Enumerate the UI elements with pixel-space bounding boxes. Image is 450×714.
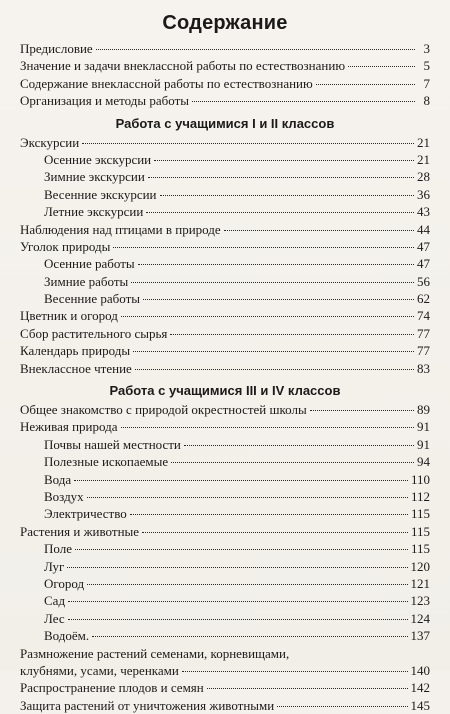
toc-entry-page: 121 [410,575,430,591]
dot-leader [131,282,414,283]
toc-entry-title: Зимние экскурсии [44,169,145,185]
toc-section-2-group [20,401,430,644]
toc-entry [20,40,430,57]
toc-entry-title: Содержание внеклассной работы по естествознанию [20,75,313,91]
toc-entry-page: 77 [417,343,430,359]
dot-leader [74,480,408,481]
dot-leader [133,351,414,352]
toc-entry-title: Огород [44,575,85,591]
toc-entry-title: Общее знакомство с природой окрестностей школы [20,402,307,418]
toc-entry-title: Размножение растений семенами, корневищами, [20,645,290,661]
dot-leader [130,514,408,515]
toc-entry [20,238,430,255]
dot-leader [67,567,407,568]
toc-entry-title: Зимние работы [44,273,129,289]
toc-entry-title: Предисловие [20,41,93,56]
toc-entry-title: Осенние работы [44,256,135,272]
dot-leader [182,671,408,672]
toc-entry-page: 47 [417,238,430,254]
toc-entry [20,575,430,592]
dot-leader [316,84,415,85]
toc-entry [20,436,430,453]
toc-entry-title: Весенние экскурсии [44,186,157,202]
page-title: Содержание [162,12,288,34]
dot-leader [154,160,414,161]
toc-entry-page: 3 [423,41,430,56]
dot-leader [192,101,415,102]
toc-entry-title: клубнями, усами, черенками [20,662,179,678]
table-of-contents [20,40,430,714]
toc-entry [20,505,430,522]
dot-leader [142,532,408,533]
toc-entry [20,360,430,377]
toc-entry [20,453,430,470]
dot-leader [207,688,408,689]
dot-leader [121,316,414,317]
dot-leader [135,369,414,370]
toc-entry [20,558,430,575]
toc-entry-title: Уголок природы [20,238,111,254]
toc-entry [20,401,430,418]
toc-entry-page: 145 [410,697,430,713]
toc-entry-page: 89 [417,402,430,418]
toc-entry [20,342,430,359]
toc-entry-title: Весенние работы [44,291,140,307]
toc-entry-page: 74 [417,308,430,324]
toc-entry-title: Вода [44,471,72,487]
toc-entry-title: Полезные ископаемые [44,454,169,470]
dot-leader [170,334,414,335]
dot-leader [75,549,408,550]
dot-leader [171,462,414,463]
toc-entry [20,627,430,644]
dot-leader [121,427,415,428]
toc-entry-title: Внеклассное чтение [20,360,132,376]
toc-entry-title: Защита растений от уничтожения животными [20,697,275,713]
dot-leader [146,212,414,213]
toc-entry [20,255,430,272]
toc-entry-title: Воздух [44,488,84,504]
toc-entry [20,523,430,540]
toc-entry-page: 124 [410,610,430,626]
toc-entry-page: 115 [410,523,430,539]
toc-entry [20,186,430,203]
toc-entry-page: 83 [417,360,430,376]
dot-leader [138,264,414,265]
toc-entry-page: 142 [410,680,430,696]
dot-leader [277,706,407,707]
toc-entry-page: 47 [417,256,430,272]
dot-leader [224,230,414,231]
toc-entry-title: Распространение плодов и семян [20,680,204,696]
toc-entry [20,471,430,488]
toc-entry [20,57,430,74]
toc-entry-title: Водоём. [44,628,90,644]
toc-entry [20,488,430,505]
toc-entry-title: Поле [44,541,72,557]
toc-entry [20,290,430,307]
toc-entry-page: 5 [423,58,430,74]
toc-entry [20,307,430,324]
toc-entry [20,92,430,109]
toc-intro-group [20,40,430,110]
toc-entry-page: 123 [410,593,430,609]
dot-leader [92,636,407,637]
toc-entry-title: Растения и животные [20,523,140,539]
toc-entry [20,75,430,92]
toc-entry-title: Сад [44,593,66,609]
toc-entry-page: 77 [417,325,430,341]
toc-entry-title: Календарь природы [20,343,131,359]
toc-entry-page: 91 [417,436,430,452]
toc-entry-page: 137 [410,628,430,644]
toc-entry-title: Лес [44,610,65,626]
toc-entry [20,134,430,151]
toc-entry [20,168,430,185]
toc-entry [20,151,430,168]
dot-leader [143,299,414,300]
toc-entry-title: Осенние экскурсии [44,151,152,167]
toc-entry-multiline-line1 [20,645,430,662]
toc-entry-title: Значение и задачи внеклассной работы по естествознанию [20,58,346,74]
toc-entry-page: 28 [417,169,430,185]
toc-section-1-group [20,134,430,377]
toc-entry-page: 43 [417,204,430,220]
toc-entry-page: 21 [417,151,430,167]
dot-leader [310,410,414,411]
dot-leader [68,619,408,620]
toc-entry-title: Неживая природа [20,419,118,435]
toc-entry-title: Луг [44,558,65,574]
toc-entry-page: 7 [423,75,430,91]
toc-entry-page: 110 [410,471,430,487]
dot-leader [348,66,415,67]
toc-entry-page: 115 [410,541,430,557]
dot-leader [184,445,414,446]
toc-entry [20,273,430,290]
section-heading-1: Работа с учащимися I и II классов [115,115,335,131]
dot-leader [113,247,414,248]
toc-entry-page: 115 [410,506,430,522]
toc-entry-title: Экскурсии [20,134,80,150]
dot-leader [87,497,408,498]
toc-section-2-tail-group [20,679,430,714]
toc-entry-title: Электричество [44,506,127,522]
toc-entry-title: Сбор растительного сырья [20,325,168,341]
toc-entry-title: Организация и методы работы [20,93,190,109]
dot-leader [96,49,415,50]
toc-entry-page: 112 [410,488,430,504]
toc-entry-title: Почвы нашей местности [44,436,181,452]
toc-entry [20,221,430,238]
section-heading-2: Работа с учащимися III и IV классов [109,383,341,399]
toc-entry [20,418,430,435]
dot-leader [82,143,414,144]
toc-entry [20,679,430,696]
dot-leader [148,177,414,178]
toc-entry-page: 21 [417,134,430,150]
toc-entry-page: 62 [417,291,430,307]
toc-entry-page: 140 [410,662,430,678]
toc-entry-page: 56 [417,273,430,289]
dot-leader [160,195,414,196]
toc-entry [20,592,430,609]
toc-entry-page: 36 [417,186,430,202]
toc-entry-title: Наблюдения над птицами в природе [20,221,221,237]
toc-entry [20,540,430,557]
toc-entry-page: 120 [410,558,430,574]
dot-leader [87,584,407,585]
toc-entry-title: Летние экскурсии [44,204,144,220]
toc-entry-title: Цветник и огород [20,308,118,324]
dot-leader [68,601,407,602]
toc-entry [20,203,430,220]
toc-entry [20,697,430,714]
toc-entry [20,610,430,627]
toc-entry-page: 44 [417,221,430,237]
toc-entry-page: 91 [417,419,430,435]
toc-entry-page: 94 [417,454,430,470]
toc-entry [20,325,430,342]
toc-entry-page: 8 [423,93,430,109]
